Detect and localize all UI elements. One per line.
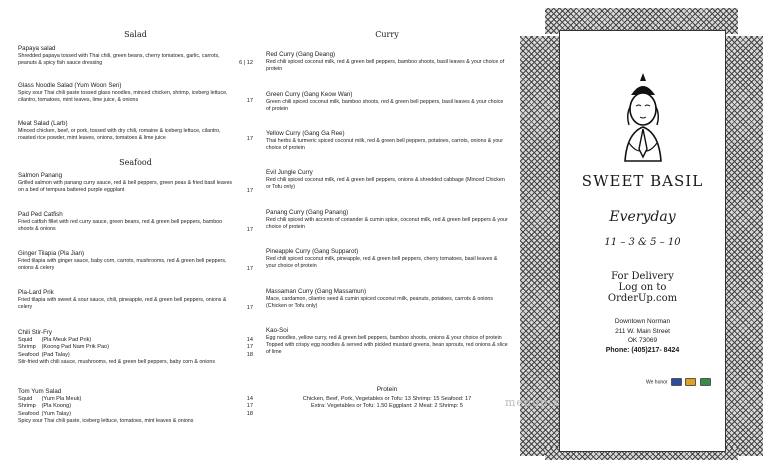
item-name: Tom Yum Salad [18, 388, 62, 395]
delivery-line-1: For Delivery [611, 271, 674, 282]
menu-item-chili-stir-fry [18, 329, 253, 366]
mastercard-icon [685, 378, 696, 386]
item-name: Pla-Lard Prik [18, 289, 54, 296]
menu-item-salmon-panang [18, 172, 253, 194]
menu-item-meat-salad [18, 120, 253, 142]
item-name: Glass Noodle Salad (Yum Woon Sen) [18, 82, 122, 89]
item-name: Yellow Curry (Gang Ga Ree) [266, 130, 345, 137]
variant-price: 18 [246, 351, 253, 358]
address-line-1: Downtown Norman [614, 318, 671, 325]
item-description: Red chili spiced coconut milk, pineapple, red & green bell peppers, cherry tomatoes, basil leaves & your choice of protein [266, 256, 498, 270]
curry-section-title: Curry [375, 30, 399, 39]
menu-item-kao-soi [266, 327, 508, 357]
variant-price: 17 [246, 344, 253, 351]
item-name: Evil Jungle Curry [266, 169, 313, 176]
variant-text: (Yum Pla Meuk) [41, 396, 82, 402]
everyday-heading: Everyday [609, 209, 676, 225]
menu-item-pla-lard-prik [18, 289, 253, 311]
variant-price: 18 [246, 410, 253, 417]
item-description: Spicy sour Thai chili paste tossed glass noodles, minced chicken, shrimp, iceberg lettuce, cilantro, tomatoes, mint leaves, lime juice, & onions [18, 90, 228, 104]
menu-item-pineapple-curry [266, 248, 508, 270]
item-name: Green Curry (Gang Keow Wan) [266, 91, 353, 98]
item-description: Fried catfish fillet with red curry sauce, green beans, red & green bell peppers, bamboo shoots & onions [18, 219, 223, 233]
item-description: Shredded papaya tossed with Thai chili, green beans, cherry tomatoes, garlic, carrots, peanuts & spicy fish sauce dressing [18, 53, 220, 67]
item-price: 17 [246, 227, 253, 233]
item-description: Grilled salmon with panang curry sauce, red & bell peppers, green peas & fried basil leaves on a bed of tempura battered purple eggplant [18, 180, 233, 194]
item-name: Papaya salad [18, 45, 56, 52]
variant-price: 14 [246, 396, 253, 402]
item-description: Red chili spiced with accents of coriander & cumin spice, coconut milk, red & green bell peppers & your choice of protein [266, 217, 508, 231]
item-name: Salmon Panang [18, 172, 63, 179]
menu-item-green-curry [266, 91, 508, 113]
item-name: Kao-Soi [266, 327, 289, 334]
item-description: Minced chicken, beef, or pork, tossed with dry chili, romaine & iceberg lettuce, cilantro, roasted rice powder, mint leaves, onions, tomatoes & lime juice [18, 128, 221, 142]
item-price: 17 [246, 305, 253, 311]
protein-extra-prices: Extra: Vegetables or Tofu: 1.50 Eggplant: 2 Meat: 2 Shrimp: 5 [311, 403, 463, 410]
item-description: Thai herbs & turmeric spiced coconut milk, red & green bell peppers, potatoes, carrots, onions & your choice of protein [266, 138, 504, 152]
variant-price: 17 [246, 403, 253, 410]
item-description: Red chili spiced coconut milk, red & green bell peppers, onions & shredded cabbage (Minced Chicken or Tofu only) [266, 177, 505, 191]
right-ornament-border [723, 36, 763, 456]
variant-row [18, 396, 253, 403]
salad-section-title: Salad [124, 30, 147, 39]
variant-row [18, 403, 253, 410]
cover-frame [559, 30, 726, 452]
item-description: Mace, cardamon, cilantro seed & cumin spiced coconut milk, peanuts, potatoes, carrots & onions (Chicken or Tofu only) [266, 296, 493, 310]
address-line-3: OK 73069 [627, 337, 658, 344]
variant-text: (Koong Pad Nam Prik Pao) [41, 344, 110, 351]
item-description: Fried tilapia with ginger sauce, baby corn, carrots, mushrooms, red & green bell peppers, onions & celery [18, 258, 227, 272]
menu-item-papaya-salad [18, 45, 253, 67]
opening-hours: 11 – 3 & 5 – 10 [604, 237, 681, 248]
item-name: Meat Salad (Larb) [18, 120, 68, 127]
item-description: Stir-fried with chili sauce, mushrooms, red & green bell peppers, baby corn & onions [18, 358, 215, 365]
variant-price: 14 [246, 337, 253, 343]
menu-item-massaman-curry [266, 288, 508, 310]
variant-label: Seafood [18, 410, 39, 417]
protein-prices [266, 396, 508, 410]
protein-base-prices: Chicken, Beef, Pork, Vegetables or Tofu: 13 Shrimp: 15 Seafood: 17 [302, 396, 472, 402]
watermark: menupix [505, 396, 560, 409]
delivery-info [560, 271, 725, 304]
variant-label: Squid [18, 337, 33, 343]
address-line-2: 211 W. Main Street [615, 327, 670, 335]
item-description: Fried tilapia with sweet & sour sauce, chili, pineapple, red & green bell peppers, onions & celery [18, 297, 227, 311]
item-name: Ginger Tilapia (Pla Jian) [18, 250, 85, 257]
item-name: Panang Curry (Gang Panang) [266, 209, 349, 216]
variant-text: (Pad Talay) [41, 351, 70, 358]
variant-label: Shrimp [18, 344, 36, 351]
item-price: 17 [246, 188, 253, 194]
item-description: Red chili spiced coconut milk, red & green bell peppers, bamboo shoots, basil leaves & your choice of protein [266, 59, 505, 73]
item-price: 17 [246, 266, 253, 272]
menu-item-ginger-tilapia [18, 250, 253, 272]
address-block [560, 317, 725, 355]
variant-label: Seafood [18, 351, 39, 358]
delivery-link[interactable]: OrderUp.com [607, 293, 678, 304]
protein-section-title: Protein [376, 386, 398, 393]
item-name: Red Curry (Gang Deang) [266, 51, 336, 58]
left-ornament-border [520, 36, 560, 456]
variant-row [18, 344, 253, 351]
delivery-line-2: Log on to [618, 282, 667, 293]
seafood-section-title: Seafood [119, 158, 152, 167]
payment-methods [646, 378, 711, 386]
item-price: 17 [246, 136, 253, 142]
menu-item-pad-ped-catfish [18, 211, 253, 233]
item-price: 6 | 12 [239, 60, 253, 66]
restaurant-name: SWEET BASIL [581, 172, 704, 190]
variant-label: Shrimp [18, 403, 36, 410]
discover-card-icon [700, 378, 711, 386]
menu-item-glass-noodle-salad [18, 82, 253, 104]
item-description: Egg noodles, yellow curry, red & green bell peppers, bamboo shoots, onions & your choice of protein Topped with crispy egg noodles & served with pickled mustard greens, bean sprouts, red onions & slice of lime [266, 335, 508, 356]
item-description: Green chili spiced coconut milk, bamboo shoots, red & green bell peppers, basil leaves & your choice of protein [266, 99, 504, 113]
buddha-logo [613, 71, 673, 163]
variant-row [18, 411, 253, 418]
variant-row [18, 352, 253, 359]
item-name: Chili Stir-Fry [18, 329, 53, 336]
variant-text: (Pla Koong) [41, 403, 72, 410]
item-name: Massaman Curry (Gang Massamun) [266, 288, 367, 295]
variant-text: (Yum Talay) [41, 410, 71, 417]
variant-text: (Pla Meuk Pad Prik) [41, 337, 92, 343]
item-name: Pad Ped Catfish [18, 211, 63, 218]
menu-item-panang-curry [266, 209, 508, 231]
visa-card-icon [671, 378, 682, 386]
item-price: 17 [246, 98, 253, 104]
menu-item-evil-jungle-curry [266, 169, 508, 191]
variant-label: Squid [18, 396, 33, 402]
menu-item-yellow-curry [266, 130, 508, 152]
phone-number[interactable]: Phone: (405)217- 8424 [605, 346, 680, 354]
variant-row [18, 337, 253, 344]
menu-item-tom-yum-salad [18, 388, 253, 425]
we-honor-label: We honor [646, 379, 668, 386]
item-description: Spicy sour Thai chili paste, iceberg lettuce, tomatoes, mint leaves & onions [18, 417, 194, 424]
item-name: Pineapple Curry (Gang Supparot) [266, 248, 359, 255]
menu-item-red-curry [266, 51, 508, 73]
